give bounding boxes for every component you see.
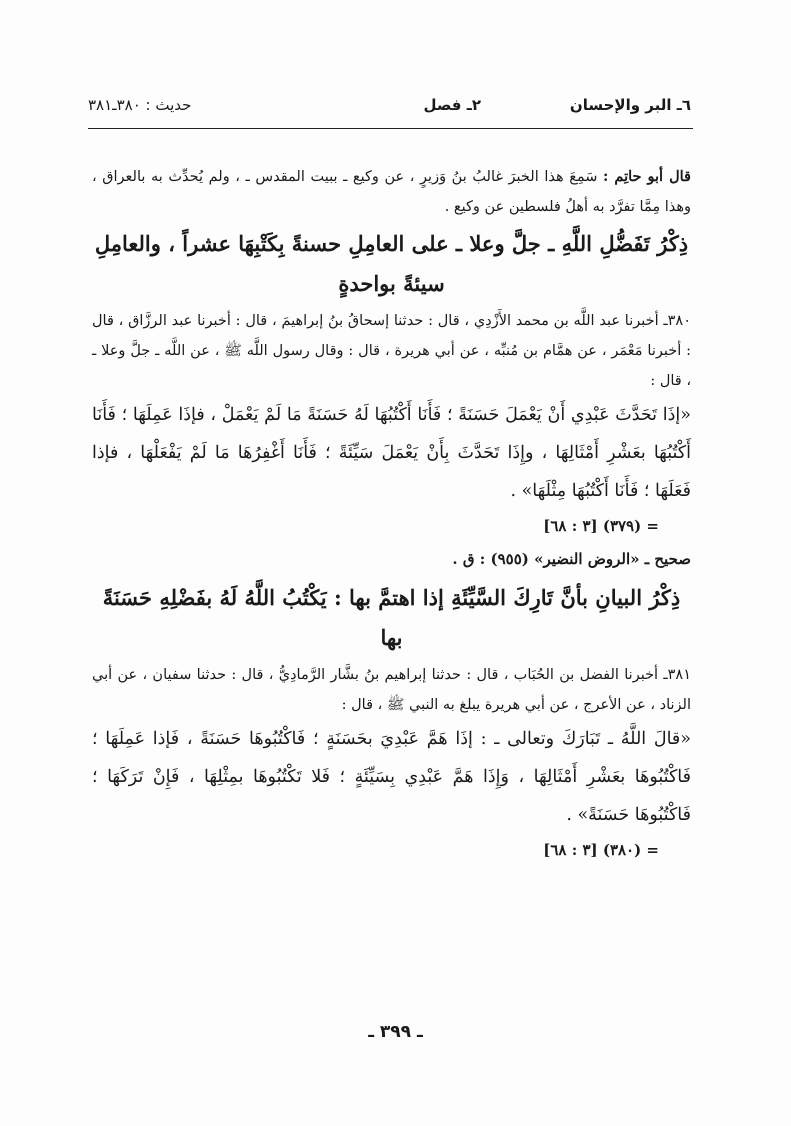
isnad-381: ٣٨١ـ أخبرنا الفضل بن الحُبَاب ، قال : حدثنا إبراهيم بنُ بشَّار الرَّمادِيُّ ، قال : حدثنا سفيان ، عن أبي الزناد ، عن الأعرج ، عن أبي هريرة يبلغ به النبي ﷺ ، قال : xyxy=(92,667,691,713)
intro-lead: قال أبو حاتِم : xyxy=(603,168,691,185)
hadith-range: حديث : ٣٨٠ـ٣٨١ xyxy=(88,96,192,114)
cross-reference-381: = (٣٨٠) [٣ : ٦٨] xyxy=(543,841,659,859)
intro-text: سَمِعَ هذا الخبرَ غالبُ بنُ وَزيرٍ ، عن وكيع ـ ببيت المقدس ـ ، ولم يُحدِّث به بالعراق ، وهذا مِمَّا تفرَّد به أهلُ فلسطين عن وكيع . xyxy=(92,169,691,215)
page-number: ـ ٣٩٩ ـ xyxy=(368,1022,423,1042)
page-body xyxy=(92,162,691,866)
hadith-text-381: «قالَ اللَّهُ ـ تَبَارَكَ وتعالى ـ : إذَا هَمَّ عَبْدِيَ بحَسَنَةٍ ؛ فَاكْتُبُوهَا حَسَنَةً ، فَإذا عَمِلَهَا ؛ فَاكْتُبُوهَا بعَشْرِ أَمْثَالِهَا ، وَإِذَا هَمَّ عَبْدِي بِسَيِّئَةٍ ؛ فَلا تَكْتُبُوهَا بمِثْلِهَا ، فَإِنْ تَرَكَهَا ؛ فَاكْتُبُوهَا حَسَنَةً» . xyxy=(92,729,691,825)
cross-reference-380: = (٣٧٩) [٣ : ٦٨] xyxy=(543,517,659,535)
intro-paragraph xyxy=(92,162,691,222)
book-title: ٦ـ البر والإحسان xyxy=(569,96,691,114)
section-heading-1: ذِكْرُ تَفَضُّلِ اللَّهِ ـ جلَّ وعلا ـ على العامِلِ حسنةً بِكَتْبِهَا عشراً ، والعامِلِ سيئةً بواحدةٍ xyxy=(94,231,689,296)
hadith-text-380: «إذَا تَحَدَّثَ عَبْدِي أَنْ يَعْمَلَ حَسَنَةً ؛ فَأَنَا أَكْتُبُهَا لَهُ حَسَنَةً مَا لَمْ يَعْمَلْ ، فإذَا عَمِلَهَا ؛ فَأَنَا أَكْتُبُهَا بعَشْرِ أَمْثَالِهَا ، وإِذَا تَحَدَّثَ بِأَنْ يَعْمَلَ سَيِّئَةً ؛ فَأَنَا أَغْفِرُهَا مَا لَمْ يَفْعَلْهَا ، فإذا فَعَلَهَا ؛ فَأَنَا أَكْتُبُهَا مِثْلَهَا» . xyxy=(92,405,691,501)
isnad-380: ٣٨٠ـ أخبرنا عبد اللَّه بن محمد الأَزْدِي ، قال : حدثنا إسحاقُ بنُ إبراهيمَ ، قال : أخبرنا عبد الرزَّاق ، قال : أخبرنا مَعْمَر ، عن همَّام بن مُنبِّه ، عن أبي هريرة ، قال : وقال رسول اللَّه ﷺ ، عن اللَّه ـ جلَّ وعلا ـ ، قال : xyxy=(92,313,691,389)
grading-380: صحيح ـ «الروض النضير» (٩٥٥) : ق . xyxy=(452,550,691,568)
header-divider xyxy=(88,128,693,129)
chapter-title: ٢ـ فصل xyxy=(423,96,481,114)
running-header xyxy=(88,92,691,122)
section-heading-2: ذِكْرُ البيانِ بأنَّ تَارِكَ السَّيِّئَةِ إذا اهتمَّ بها : يَكْتُبُ اللَّهُ لَهُ بفَضْلِهِ حَسَنَةً بها xyxy=(102,585,681,650)
